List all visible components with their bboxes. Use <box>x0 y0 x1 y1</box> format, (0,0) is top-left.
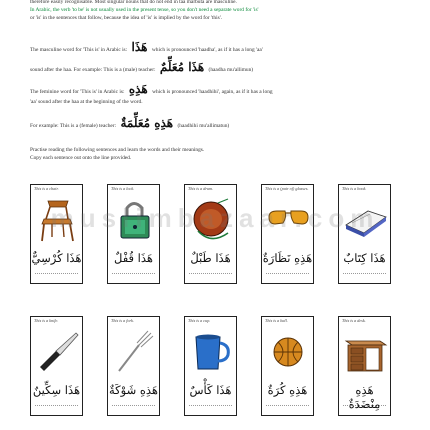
card-arabic-word: هَذِهِ مِنْضَدَةٌ <box>348 383 381 411</box>
intro-line-3: or 'is' in the sentences that follow, because the idea of 'is' is implied by the word for 'this'. <box>30 15 223 21</box>
cup-icon <box>188 329 235 375</box>
card-arabic-word: هَذِهِ شَوْكَةٌ <box>109 383 158 397</box>
knife-icon <box>34 329 81 375</box>
card-lock <box>107 184 160 284</box>
card-drum <box>184 184 237 284</box>
fem-example-translit: (haadhihi mu'allimatun) <box>177 123 230 129</box>
writing-line[interactable] <box>189 405 232 406</box>
masc-example-translit: (haadha mu'allimun) <box>208 67 254 73</box>
card-caption: This is a drum. <box>188 186 214 191</box>
card-caption: This is a ball. <box>265 318 288 323</box>
masc-text-c: sound after the haa. For example: This is a (male) teacher: <box>30 67 156 73</box>
fem-line-3 <box>30 116 229 130</box>
card-arabic-word: هَذَا طَبْلٌ <box>190 251 231 265</box>
writing-line[interactable] <box>266 273 309 274</box>
card-ball <box>261 316 314 416</box>
card-arabic-word: هَذَا سِكِّينٌ <box>32 383 81 397</box>
card-caption: This is a book. <box>342 186 367 191</box>
fem-example-arabic: هَذِهِ مُعَلِّمَةٌ <box>120 116 174 130</box>
fem-line-2: 'aa' sound after the haa at the beginning of the word. <box>30 99 143 105</box>
masc-line-2 <box>30 60 253 74</box>
writing-line[interactable] <box>189 273 232 274</box>
masc-text-b: which is pronounced 'haadha', as if it has a long 'aa' <box>151 47 263 53</box>
card-caption: This is a knife. <box>34 318 59 323</box>
card-caption: This is a cup. <box>188 318 211 323</box>
desk-icon <box>342 329 389 375</box>
card-desk <box>338 316 391 416</box>
card-caption: This is a (pair of) glasses. <box>265 186 309 191</box>
intro-line-1: therefore easily recognisable. Most singular nouns that do not end in taa marbuta are masculine. <box>30 0 237 5</box>
intro-line-2: In Arabic, the verb 'to be' is not usually used in the present tense, so you don't need a separate word for 'is' <box>30 7 259 13</box>
fem-text-a: The feminine word for 'This is' in Arabic is: <box>30 89 125 95</box>
masc-arabic: هَذَا <box>131 40 148 54</box>
ball-icon <box>265 329 312 375</box>
fem-arabic: هَذِهِ <box>128 82 148 96</box>
masc-line-1 <box>30 40 263 54</box>
writing-line[interactable] <box>112 273 155 274</box>
watermark: muslimbazaar.com <box>50 203 380 233</box>
card-chair <box>30 184 83 284</box>
card-knife <box>30 316 83 416</box>
writing-line[interactable] <box>112 405 155 406</box>
fork-icon <box>111 329 158 375</box>
writing-line[interactable] <box>343 405 386 406</box>
card-arabic-word: هَذِهِ نَظَارَةٌ <box>262 251 313 265</box>
instruction-line-2: Copy each sentence out onto the line provided. <box>30 155 132 161</box>
card-arabic-word: هَذِهِ كُرَةٌ <box>267 383 308 397</box>
card-arabic-word: هَذَا كِتَابٌ <box>343 251 386 265</box>
instruction-line-1: Practise reading the following sentences and learn the words and their meanings. <box>30 147 205 153</box>
card-caption: This is a fork. <box>111 318 135 323</box>
card-arabic-word: هَذَا كُرْسِيٌّ <box>31 251 82 265</box>
card-glasses <box>261 184 314 284</box>
fem-text-d: For example: This is a (female) teacher: <box>30 123 117 129</box>
writing-line[interactable] <box>35 405 78 406</box>
masc-example-arabic: هَذَا مُعَلِّمٌ <box>159 60 205 74</box>
card-book <box>338 184 391 284</box>
masc-text-a: The masculine word for 'This is' in Arabic is: <box>30 47 128 53</box>
writing-line[interactable] <box>343 273 386 274</box>
fem-line-1 <box>30 82 273 96</box>
card-caption: This is a lock. <box>111 186 135 191</box>
card-cup <box>184 316 237 416</box>
card-fork <box>107 316 160 416</box>
writing-line[interactable] <box>35 273 78 274</box>
fem-text-b: which is pronounced 'haadhihi', again, as if it has a long <box>152 89 273 95</box>
card-caption: This is a desk. <box>342 318 366 323</box>
card-caption: This is a chair. <box>34 186 59 191</box>
card-arabic-word: هَذَا قُفْلٌ <box>114 251 153 265</box>
card-arabic-word: هَذَا كَأْسٌ <box>189 383 232 397</box>
writing-line[interactable] <box>266 405 309 406</box>
